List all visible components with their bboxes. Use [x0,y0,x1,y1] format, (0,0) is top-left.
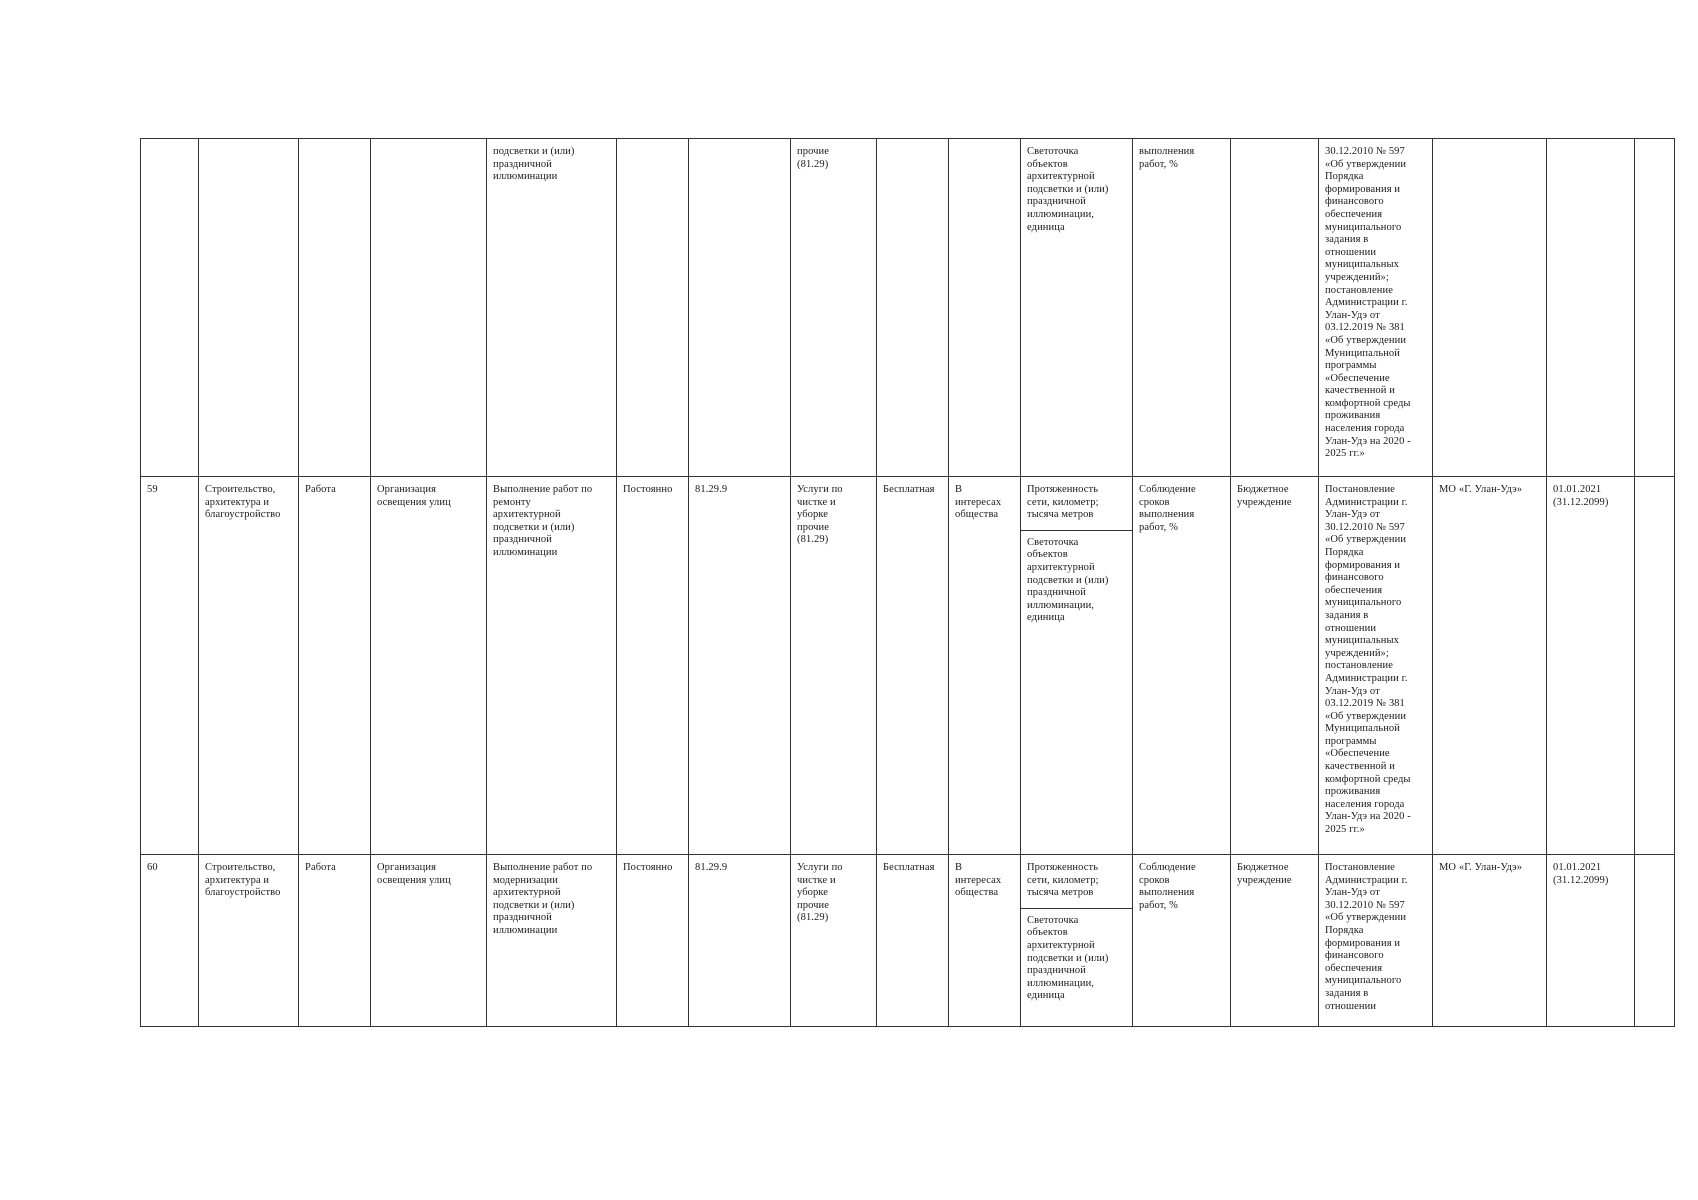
cell-paid: Бесплатная [877,477,949,855]
cell-consumers: В интересах общества [949,855,1021,1027]
cell-paid [877,139,949,477]
cell-sphere: Строительство, архитектура и благоустройство [199,855,299,1027]
cell-extra [1635,477,1675,855]
cell-type: Работа [299,855,371,1027]
indicator-volume-text: Светоточка объектов архитектурной подсветки и (или) праздничной иллюминации, единица [1027,914,1109,1002]
cell-indicators-quality: Соблюдение сроков выполнения работ, % [1133,477,1231,855]
table-row [141,139,1675,477]
cell-extra [1635,139,1675,477]
indicator-volume-text: Светоточка объектов архитектурной подсветки и (или) праздничной иллюминации, единица [1027,536,1109,624]
cell-sphere [199,139,299,477]
cell-name: Организация освещения улиц [371,855,487,1027]
cell-indicators-quality: выполнения работ, % [1133,139,1231,477]
cell-okved: 81.29.9 [689,477,791,855]
indicator-divider [1021,908,1132,909]
cell-institution-type [1231,139,1319,477]
indicator-volume-text: Протяженность сети, километр; тысяча метров [1027,862,1099,899]
cell-period [617,139,689,477]
cell-consumers [949,139,1021,477]
cell-founder: МО «Г. Улан-Удэ» [1433,855,1547,1027]
cell-name: Организация освещения улиц [371,477,487,855]
indicator-volume-text: Протяженность сети, километр; тысяча метров [1027,484,1099,521]
cell-num: 60 [141,855,199,1027]
cell-indicators-volume [1021,139,1133,477]
cell-legal-basis: Постановление Администрации г. Улан-Удэ от 30.12.2010 № 597 «Об утверждении Порядка формирования и финансового обеспечения муниципального задания в отношении [1319,855,1433,1027]
cell-legal-basis: Постановление Администрации г. Улан-Удэ от 30.12.2010 № 597 «Об утверждении Порядка формирования и финансового обеспечения муниципального задания в отношении муниципальных учреждений»; постановление Администрации г. Улан-Удэ от 03.12.2019 № 381 «Об утверждении Муниципальной программы «Обеспечение качественной и комфортной среды проживания населения города Улан-Удэ на 2020 - 2025 гг.» [1319,477,1433,855]
table-row [141,477,1675,855]
cell-num [141,139,199,477]
cell-paid: Бесплатная [877,855,949,1027]
cell-legal-basis: 30.12.2010 № 597 «Об утверждении Порядка формирования и финансового обеспечения муниципального задания в отношении муниципальных учреждений»; постановление Администрации г. Улан-Удэ от 03.12.2019 № 381 «Об утверждении Муниципальной программы «Обеспечение качественной и комфортной среды проживания населения города Улан-Удэ на 2020 - 2025 гг.» [1319,139,1433,477]
cell-okved-name: Услуги по чистке и уборке прочие (81.29) [791,855,877,1027]
cell-founder: МО «Г. Улан-Удэ» [1433,477,1547,855]
cell-name [371,139,487,477]
cell-dates [1547,139,1635,477]
indicator-divider [1021,530,1132,531]
cell-sphere: Строительство, архитектура и благоустройство [199,477,299,855]
table-row [141,855,1675,1027]
indicator-volume-text: Светоточка объектов архитектурной подсветки и (или) праздничной иллюминации, единица [1027,146,1109,233]
cell-content: подсветки и (или) праздничной иллюминации [487,139,617,477]
cell-period: Постоянно [617,855,689,1027]
cell-dates: 01.01.2021 (31.12.2099) [1547,855,1635,1027]
cell-indicators-volume [1021,855,1133,1027]
cell-indicators-volume [1021,477,1133,855]
cell-period: Постоянно [617,477,689,855]
cell-founder [1433,139,1547,477]
cell-okved: 81.29.9 [689,855,791,1027]
cell-okved-name: Услуги по чистке и уборке прочие (81.29) [791,477,877,855]
cell-okved [689,139,791,477]
cell-content: Выполнение работ по ремонту архитектурной подсветки и (или) праздничной иллюминации [487,477,617,855]
cell-content: Выполнение работ по модернизации архитектурной подсветки и (или) праздничной иллюминации [487,855,617,1027]
cell-consumers: В интересах общества [949,477,1021,855]
cell-indicators-quality: Соблюдение сроков выполнения работ, % [1133,855,1231,1027]
cell-type: Работа [299,477,371,855]
cell-okved-name: прочие (81.29) [791,139,877,477]
cell-type [299,139,371,477]
registry-table [140,138,1675,1027]
cell-dates: 01.01.2021 (31.12.2099) [1547,477,1635,855]
cell-num: 59 [141,477,199,855]
cell-institution-type: Бюджетное учреждение [1231,477,1319,855]
cell-extra [1635,855,1675,1027]
cell-institution-type: Бюджетное учреждение [1231,855,1319,1027]
